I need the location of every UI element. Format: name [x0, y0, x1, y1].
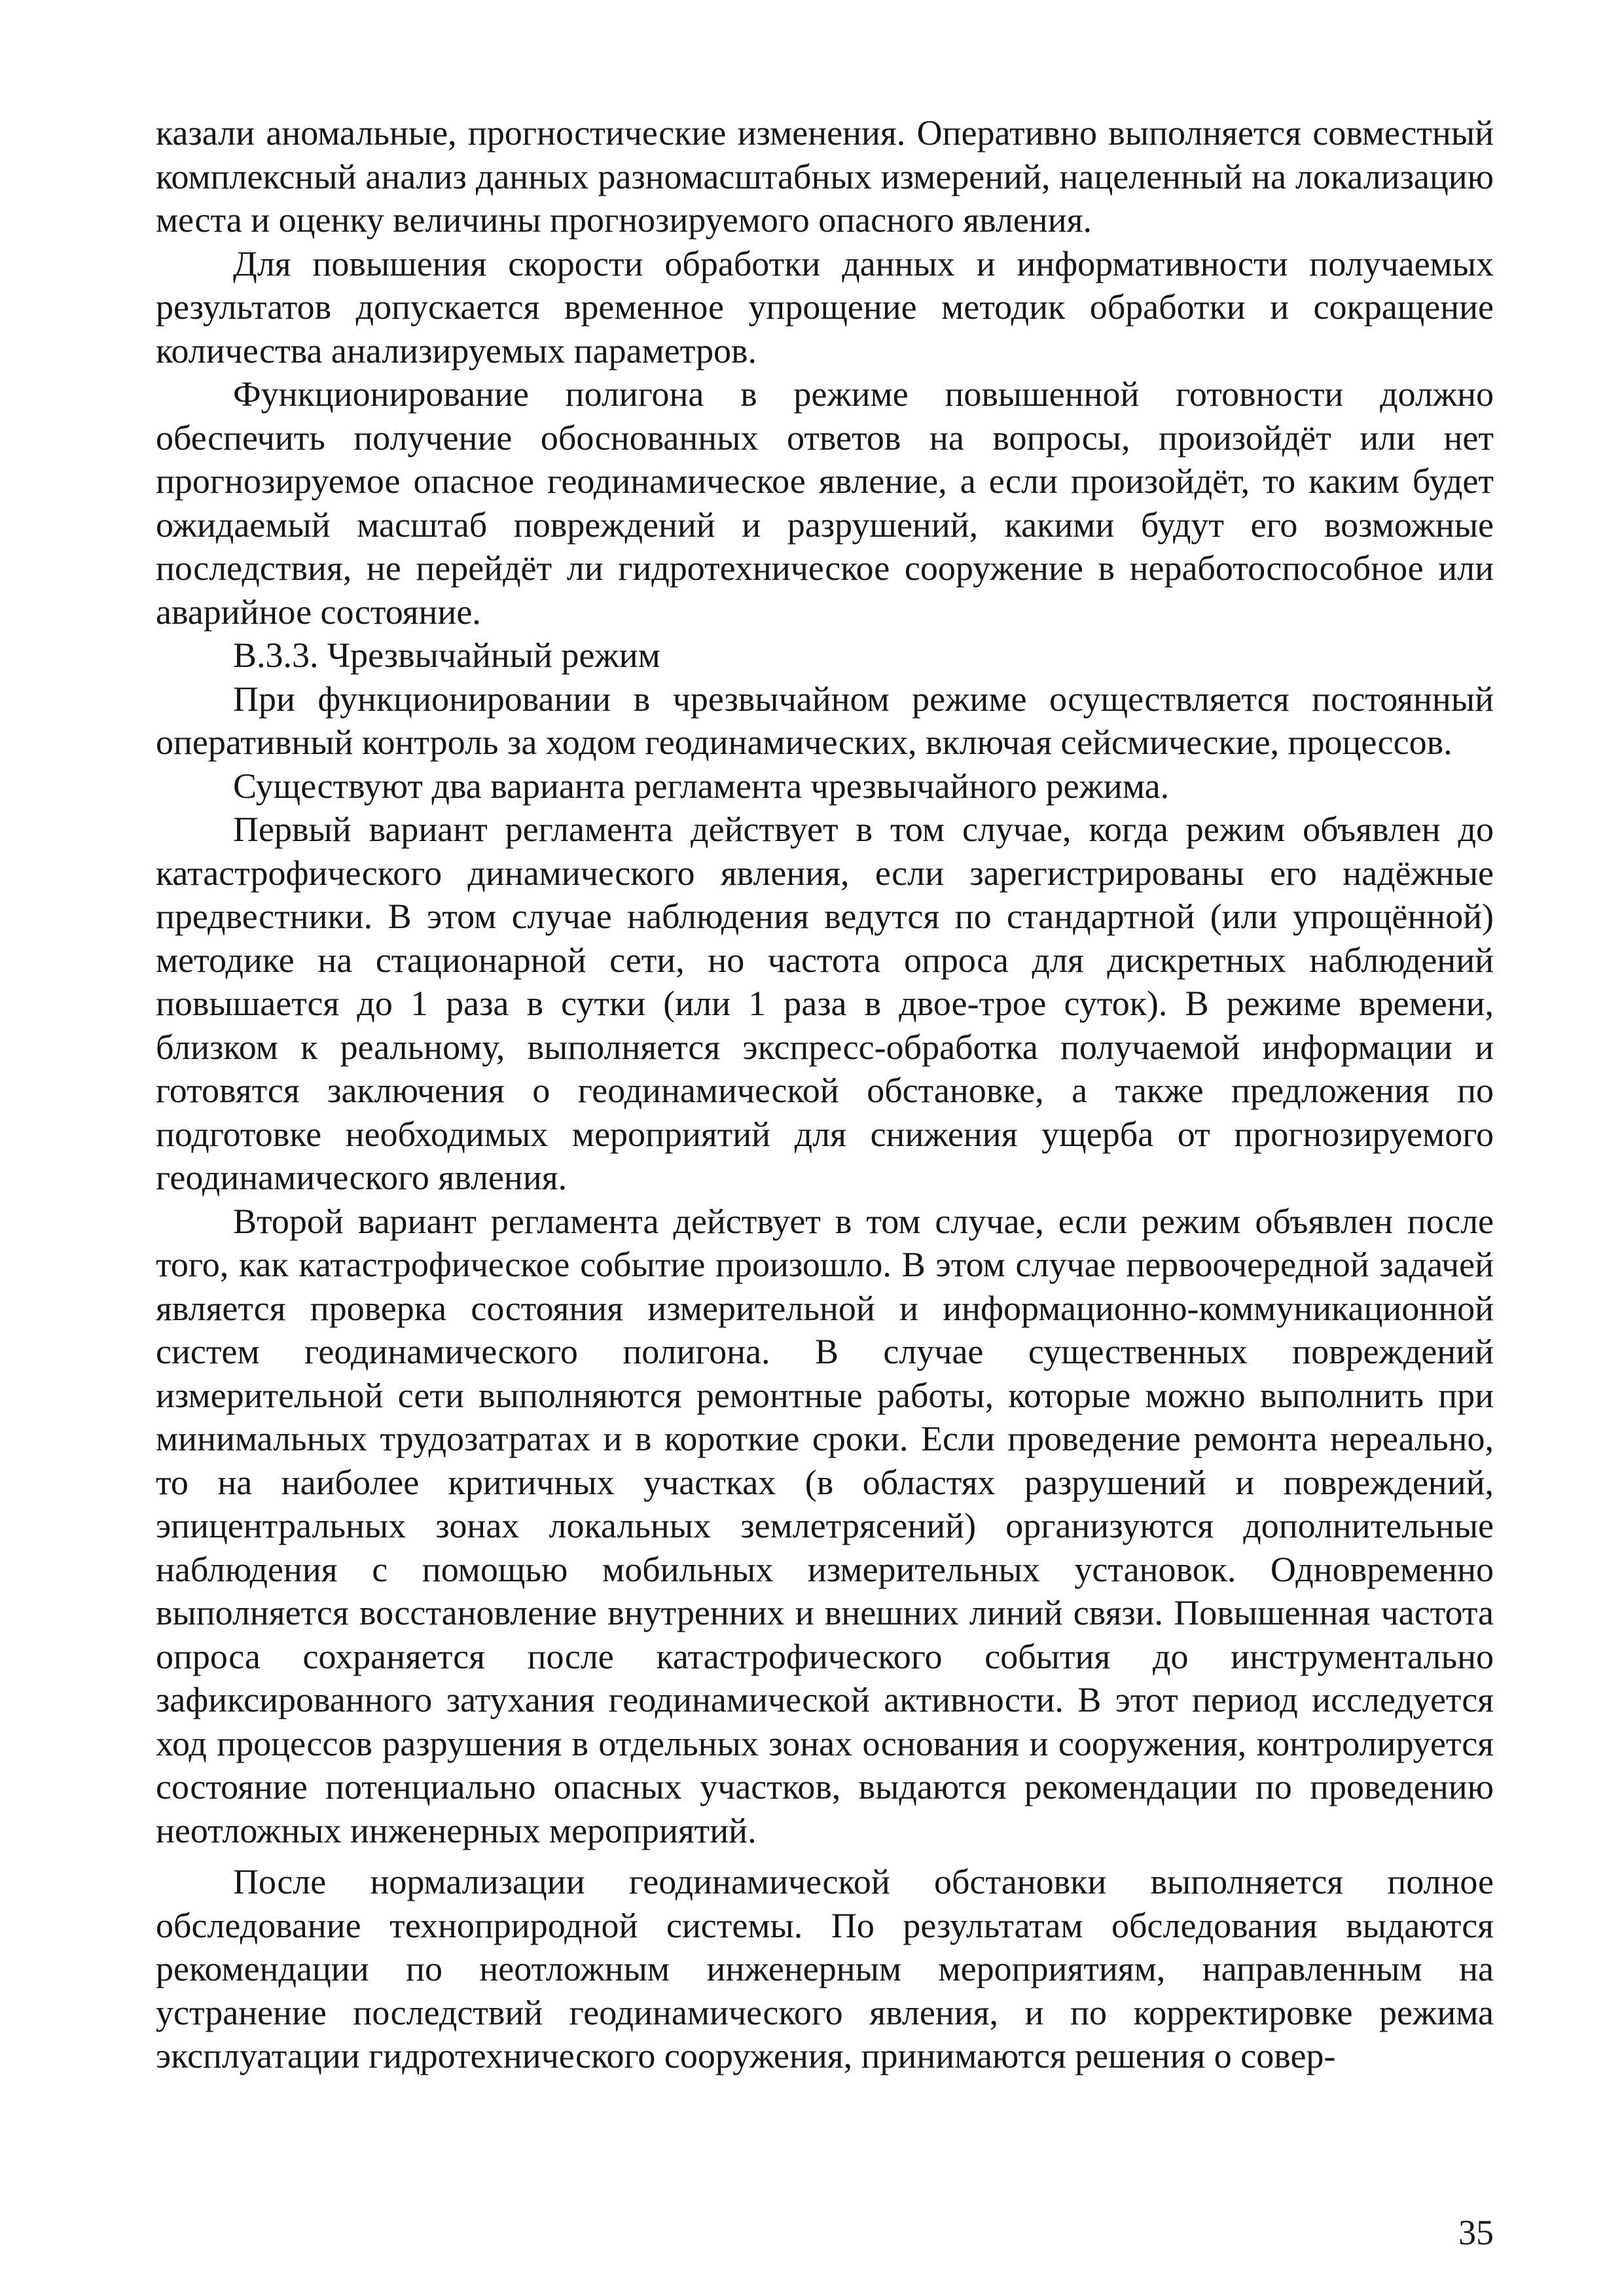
document-page	[156, 111, 1494, 2225]
paragraph-first-variant: Первый вариант регламента действует в том случае, когда режим объявлен до катастрофического динамического явления, если зарегистрированы его надёжные предвестники. В этом случае наблюдения ведутся по стандартной (или упрощённой) методике на стационарной сети, но частота опроса для дискретных наблюдений повышается до 1 раза в сутки (или 1 раза в двое-трое суток). В режиме времени, близком к реальному, выполняется экспресс-обработка получаемой информации и готовятся заключения о геодинамической обстановке, а также предложения по подготовке необходимых мероприятий для снижения ущерба от прогнозируемого геодинамического явления.	[156, 810, 1494, 1197]
paragraph-continuation: казали аномальные, прогностические изменения. Оперативно выполняется совместный комплексный анализ данных разномасштабных измерений, нацеленный на локализацию места и оценку величины прогнозируемого опасного явления.	[156, 113, 1494, 240]
paragraph-second-variant: Второй вариант регламента действует в том случае, если режим объявлен после того, как катастрофическое событие произошло. В этом случае первоочередной задачей является проверка состояния измерительной и информационно-коммуникационной систем геодинамического полигона. В случае существенных повреждений измерительной сети выполняются ремонтные работы, которые можно выполнить при минимальных трудозатратах и в короткие сроки. Если проведение ремонта нереально, то на наиболее критичных участках (в областях разрушений и повреждений, эпицентральных зонах локальных землетрясений) организуются дополнительные наблюдения с помощью мобильных измерительных установок. Одновременно выполняется восстановление внутренних и внешних линий связи. Повышенная частота опроса сохраняется после катастрофического события до инструментально зафиксированного затухания геодинамической активности. В этот период исследуется ход процессов разрушения в отдельных зонах основания и сооружения, контролируется состояние потенциально опасных участков, выдаются рекомендации по проведению неотложных инженерных мероприятий.	[156, 1201, 1494, 1850]
paragraph-normalization: После нормализации геодинамической обстановки выполняется полное обследование технoприродной системы. По результатам обследования выдаются рекомендации по неотложным инженерным мероприятиям, направленным на устранение последствий геодинамического явления, и по корректировке режима эксплуатации гидротехнического сооружения, принимаются решения о совер-	[156, 1862, 1494, 2075]
paragraph-readiness-mode: Функционирование полигона в режиме повышенной готовности должно обеспечить получение обоснованных ответов на вопросы, произойдёт или нет прогнозируемое опасное геодинамическое явление, а если произойдёт, то каким будет ожидаемый масштаб повреждений и разрушений, какими будут его возможные последствия, не перейдёт ли гидротехническое сооружение в неработоспособное или аварийное состояние.	[156, 374, 1494, 632]
paragraph-two-variants: Существуют два варианта регламента чрезвычайного режима.	[233, 766, 1170, 806]
paragraph-emergency-control: При функционировании в чрезвычайном режиме осуществляется постоянный оперативный контроль за ходом геодинамических, включая сейсмические, процессов.	[156, 679, 1494, 762]
section-heading-emergency-mode: В.3.3. Чрезвычайный режим	[233, 636, 660, 675]
page-number: 35	[1458, 2213, 1494, 2252]
paragraph-processing-speed: Для повышения скорости обработки данных и информативности получаемых результатов допускается временное упрощение методик обработки и сокращение количества анализируемых параметров.	[156, 243, 1494, 370]
